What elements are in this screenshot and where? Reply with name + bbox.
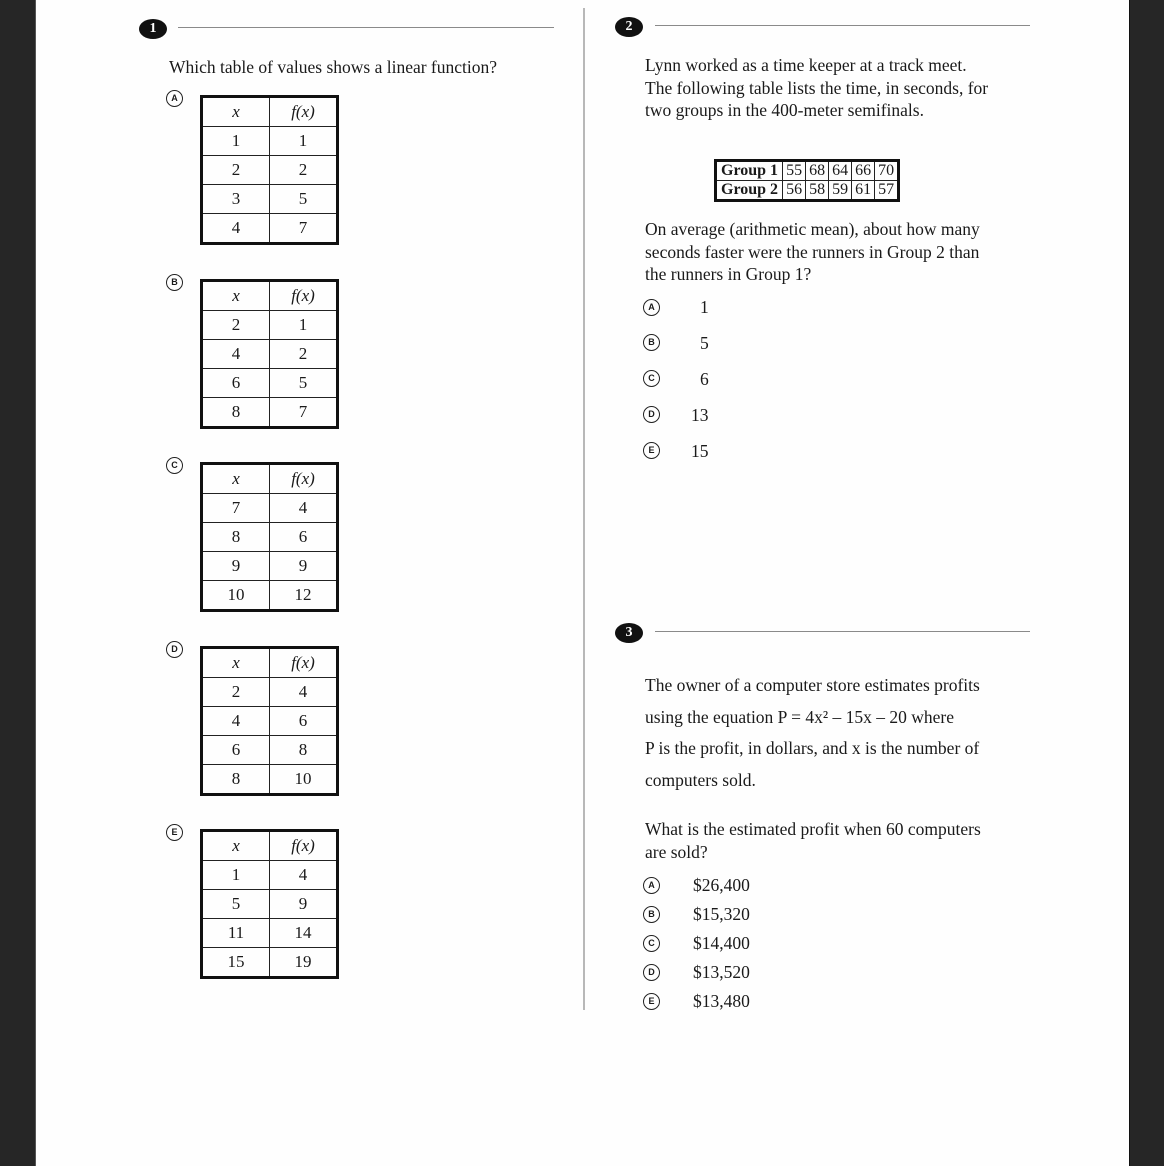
column-header-x: x [202, 97, 270, 127]
x-value-cell: 5 [202, 890, 270, 919]
column-header-fx: f(x) [270, 831, 338, 861]
question-header-rule [655, 631, 1030, 632]
answer-bubble-e[interactable]: E [643, 993, 660, 1010]
fx-value-cell: 9 [270, 890, 338, 919]
x-value-cell: 9 [202, 552, 270, 581]
table-row [202, 185, 338, 214]
fx-value-cell: 5 [270, 369, 338, 398]
x-value-cell: 8 [202, 765, 270, 795]
table-row [202, 707, 338, 736]
intro-line: using the equation P = 4x² – 15x – 20 where [645, 706, 955, 727]
answer-value: 5 [700, 333, 709, 353]
answer-bubble-a[interactable]: A [643, 299, 660, 316]
intro-line: two groups in the 400-meter semifinals. [645, 100, 924, 120]
answer-bubble-a[interactable]: A [166, 90, 183, 107]
answer-value: 15 [691, 441, 709, 461]
column-header-x: x [202, 648, 270, 678]
time-cell: 68 [806, 161, 829, 181]
table-row [202, 765, 338, 795]
answer-bubble-e[interactable]: E [166, 824, 183, 841]
x-value-cell: 4 [202, 214, 270, 244]
answer-bubble-c[interactable]: C [643, 935, 660, 952]
question-intro [645, 670, 980, 796]
time-cell: 61 [852, 181, 875, 201]
function-table-c [200, 462, 339, 612]
column-header-fx: f(x) [270, 97, 338, 127]
table-row [202, 127, 338, 156]
table-row [202, 369, 338, 398]
table-row [202, 156, 338, 185]
intro-line: P is the profit, in dollars, and x is the number of [645, 738, 980, 758]
table-row [202, 861, 338, 890]
fx-value-cell: 14 [270, 919, 338, 948]
question-number-badge: 1 [139, 19, 167, 39]
prompt-line: the runners in Group 1? [645, 264, 812, 284]
column-header-x: x [202, 281, 270, 311]
table-row [202, 523, 338, 552]
x-value-cell: 8 [202, 523, 270, 552]
answer-value: $15,320 [693, 904, 750, 924]
answer-value: $26,400 [693, 875, 750, 895]
fx-value-cell: 19 [270, 948, 338, 978]
table-row [202, 398, 338, 428]
answer-bubble-b[interactable]: B [166, 274, 183, 291]
fx-value-cell: 5 [270, 185, 338, 214]
x-value-cell: 7 [202, 494, 270, 523]
question-number-badge: 2 [615, 17, 643, 37]
answer-bubble-a[interactable]: A [643, 877, 660, 894]
intro-line: Lynn worked as a time keeper at a track meet. [645, 55, 967, 75]
table-row [202, 678, 338, 707]
question-header-rule [178, 27, 554, 28]
table-row [202, 948, 338, 978]
function-table-d [200, 646, 339, 796]
x-value-cell: 11 [202, 919, 270, 948]
intro-line: The following table lists the time, in seconds, for [645, 77, 989, 98]
fx-value-cell: 2 [270, 156, 338, 185]
answer-value: 6 [700, 369, 709, 389]
answer-value: $13,480 [693, 991, 750, 1011]
fx-value-cell: 2 [270, 340, 338, 369]
fx-value-cell: 8 [270, 736, 338, 765]
x-value-cell: 2 [202, 311, 270, 340]
question-intro [645, 54, 988, 122]
question-header-rule [655, 25, 1030, 26]
group-times-table [714, 159, 900, 202]
answer-bubble-b[interactable]: B [643, 906, 660, 923]
fx-value-cell: 6 [270, 523, 338, 552]
left-dark-border [0, 0, 36, 1166]
time-cell: 64 [829, 161, 852, 181]
table-row [716, 161, 899, 181]
x-value-cell: 15 [202, 948, 270, 978]
question-prompt: Which table of values shows a linear function? [169, 57, 498, 77]
prompt-line: On average (arithmetic mean), about how many [645, 219, 980, 239]
table-row [202, 494, 338, 523]
x-value-cell: 10 [202, 581, 270, 611]
row-label: Group 1 [716, 161, 783, 181]
row-label: Group 2 [716, 181, 783, 201]
x-value-cell: 6 [202, 369, 270, 398]
time-cell: 57 [875, 181, 899, 201]
answer-bubble-c[interactable]: C [166, 457, 183, 474]
time-cell: 58 [806, 181, 829, 201]
fx-value-cell: 10 [270, 765, 338, 795]
time-cell: 56 [783, 181, 806, 201]
table-row [202, 552, 338, 581]
prompt-line: What is the estimated profit when 60 computers [645, 819, 981, 839]
table-row [202, 919, 338, 948]
x-value-cell: 4 [202, 340, 270, 369]
table-row [202, 736, 338, 765]
table-row [716, 181, 899, 201]
answer-bubble-c[interactable]: C [643, 370, 660, 387]
question-number-badge: 3 [615, 623, 643, 643]
table-header-row [202, 464, 338, 494]
table-row [202, 214, 338, 244]
column-header-x: x [202, 831, 270, 861]
fx-value-cell: 4 [270, 494, 338, 523]
x-value-cell: 1 [202, 127, 270, 156]
x-value-cell: 1 [202, 861, 270, 890]
answer-value: 13 [691, 405, 709, 425]
table-header-row [202, 281, 338, 311]
table-header-row [202, 97, 338, 127]
function-table-b [200, 279, 339, 429]
time-cell: 59 [829, 181, 852, 201]
answer-value: $14,400 [693, 933, 750, 953]
x-value-cell: 2 [202, 678, 270, 707]
table-header-row [202, 648, 338, 678]
fx-value-cell: 7 [270, 214, 338, 244]
column-header-fx: f(x) [270, 464, 338, 494]
x-value-cell: 6 [202, 736, 270, 765]
function-table-a [200, 95, 339, 245]
fx-value-cell: 1 [270, 127, 338, 156]
table-row [202, 340, 338, 369]
prompt-line: are sold? [645, 841, 708, 862]
function-table-e [200, 829, 339, 979]
x-value-cell: 4 [202, 707, 270, 736]
fx-value-cell: 12 [270, 581, 338, 611]
right-dark-border [1129, 0, 1164, 1166]
fx-value-cell: 7 [270, 398, 338, 428]
question-prompt [645, 818, 981, 863]
prompt-line: seconds faster were the runners in Group 2 than [645, 241, 980, 262]
answer-bubble-d[interactable]: D [166, 641, 183, 658]
table-row [202, 311, 338, 340]
column-divider [583, 8, 585, 1010]
question-prompt [645, 218, 980, 286]
answer-value: 1 [700, 297, 709, 317]
x-value-cell: 3 [202, 185, 270, 214]
x-value-cell: 8 [202, 398, 270, 428]
fx-value-cell: 6 [270, 707, 338, 736]
intro-line: computers sold. [645, 769, 756, 790]
fx-value-cell: 4 [270, 678, 338, 707]
time-cell: 70 [875, 161, 899, 181]
column-header-x: x [202, 464, 270, 494]
column-header-fx: f(x) [270, 281, 338, 311]
x-value-cell: 2 [202, 156, 270, 185]
answer-bubble-b[interactable]: B [643, 334, 660, 351]
answer-bubble-d[interactable]: D [643, 964, 660, 981]
fx-value-cell: 4 [270, 861, 338, 890]
table-header-row [202, 831, 338, 861]
fx-value-cell: 9 [270, 552, 338, 581]
answer-value: $13,520 [693, 962, 750, 982]
answer-bubble-d[interactable]: D [643, 406, 660, 423]
column-header-fx: f(x) [270, 648, 338, 678]
table-row [202, 890, 338, 919]
answer-bubble-e[interactable]: E [643, 442, 660, 459]
table-row [202, 581, 338, 611]
time-cell: 66 [852, 161, 875, 181]
intro-line: The owner of a computer store estimates profits [645, 675, 980, 695]
time-cell: 55 [783, 161, 806, 181]
fx-value-cell: 1 [270, 311, 338, 340]
